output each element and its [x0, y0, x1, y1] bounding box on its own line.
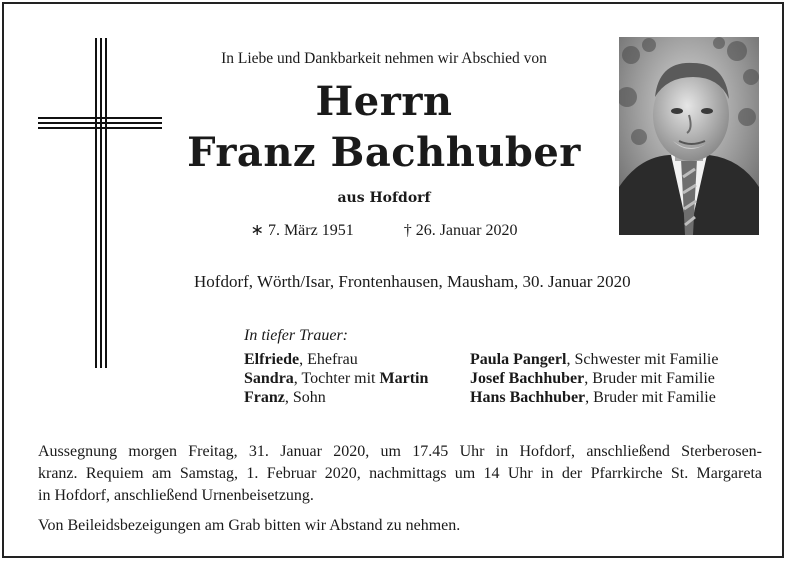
mourner-line — [244, 350, 428, 369]
mourner-relation: , Tochter mit — [293, 370, 380, 387]
service-line: Aussegnung morgen Freitag, 31. Januar 2020, um 17.45 Uhr in Hofdorf, anschließend Sterberosen- — [38, 443, 762, 460]
closing-note: Von Beileidsbezeigungen am Grab bitten wir Abstand zu nehmen. — [38, 517, 461, 534]
mourner-name: Sandra — [244, 370, 294, 387]
mourner-relation: , Ehefrau — [299, 351, 358, 368]
mourner-name: Paula Pangerl — [470, 351, 567, 368]
mourner-name: Hans Bachhuber — [470, 389, 586, 406]
death-dagger-icon: † — [403, 222, 412, 239]
cross-icon — [38, 38, 162, 368]
mourner-line — [470, 350, 718, 369]
mourner-line — [470, 369, 718, 388]
mourner-relation: , Schwester mit Familie — [566, 351, 719, 368]
mourner-name: Franz — [244, 389, 285, 406]
mourner-relation: , Sohn — [284, 389, 326, 406]
mourner-line — [470, 388, 718, 407]
mourner-name: Elfriede — [244, 351, 300, 368]
service-details — [38, 441, 762, 507]
service-line: kranz. Requiem am Samstag, 1. Februar 2020, nachmittags um 14 Uhr in der Pfarrkirche St. Margareta — [38, 465, 762, 482]
portrait-photo — [619, 37, 759, 235]
deceased-name: Franz Bachhuber — [187, 129, 581, 176]
mourning-title: In tiefer Trauer: — [244, 327, 348, 344]
mourner-relation: , Bruder mit Familie — [584, 370, 715, 387]
mourner-line — [244, 388, 428, 407]
birth-date: 7. März 1951 — [267, 222, 354, 239]
service-line: in Hofdorf, anschließend Urnenbeisetzung. — [38, 487, 314, 504]
obituary-notice — [2, 2, 784, 558]
origin: aus Hofdorf — [337, 190, 431, 206]
intro-text: In Liebe und Dankbarkeit nehmen wir Abschied von — [221, 50, 547, 67]
places-and-date: Hofdorf, Wörth/Isar, Frontenhausen, Mausham, 30. Januar 2020 — [194, 272, 631, 291]
mourner-name: Josef Bachhuber — [470, 370, 585, 387]
mourners-right-column — [470, 350, 718, 407]
death-date: 26. Januar 2020 — [415, 222, 518, 239]
mourners-left-column — [244, 350, 428, 407]
mourner-partner-name: Martin — [379, 370, 429, 387]
honorific: Herrn — [315, 78, 453, 125]
mourner-line — [244, 369, 428, 388]
birth-star-icon: ∗ — [250, 222, 264, 239]
mourner-relation: , Bruder mit Familie — [585, 389, 716, 406]
life-dates — [154, 220, 614, 240]
